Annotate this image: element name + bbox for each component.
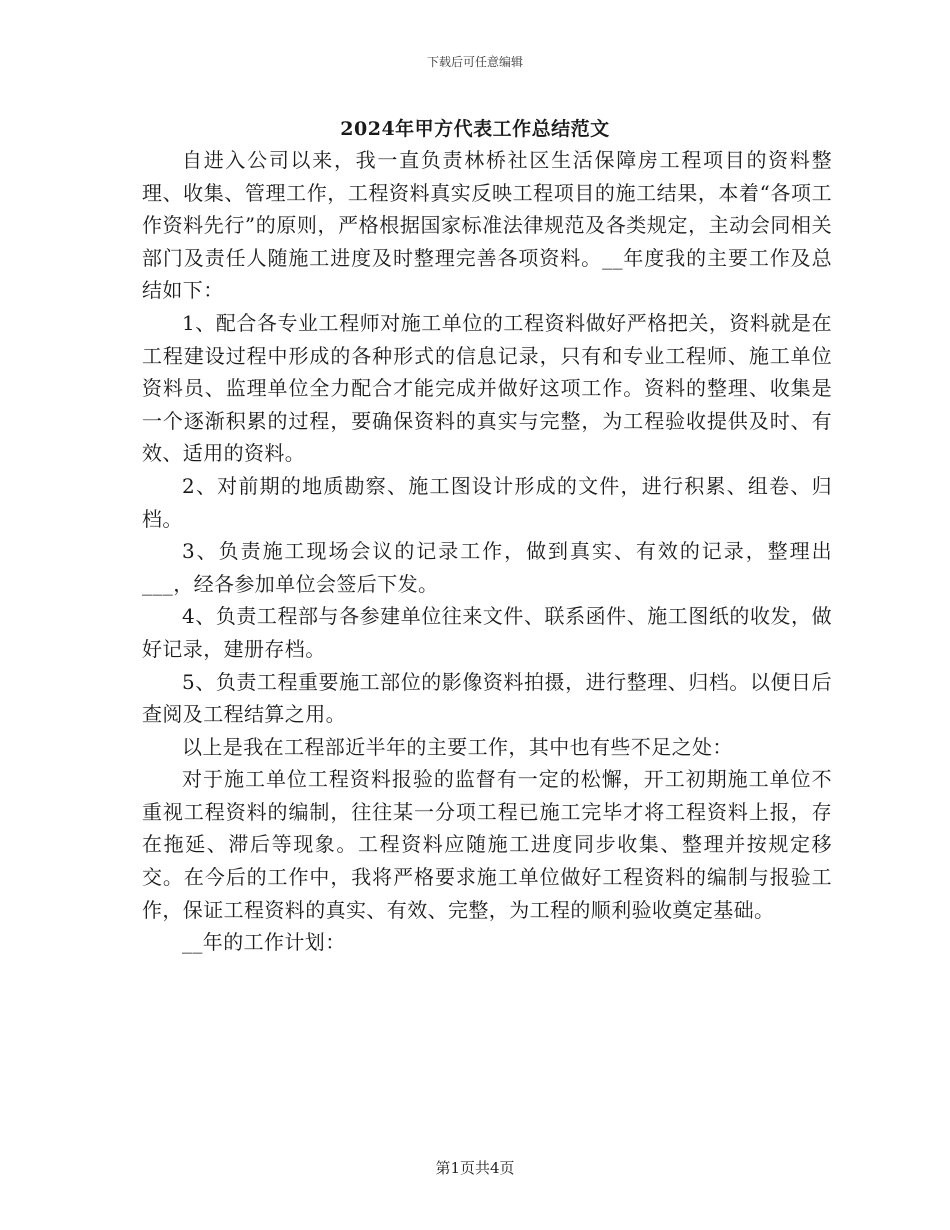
paragraph-work-plan: __年的工作计划： (182, 930, 346, 955)
paragraph-intro: 自进入公司以来，我一直负责林桥社区生活保障房工程项目的资料整理、收集、管理工作，工程资料真实反映工程项目的施工结果，本着“各项工作资料先行”的原则，严格根据国家标准法律规范及各类规定，主动会同相关部门及责任人随施工进度及时整理完善各项资料。__年度我的主要工作及总结如下： (142, 148, 832, 303)
paragraph-item-4: 4、负责工程部与各参建单位往来文件、联系函件、施工图纸的收发，做好记录，建册存档。 (142, 604, 832, 661)
document-body (142, 144, 832, 959)
paragraph-item-1: 1、配合各专业工程师对施工单位的工程资料做好严格把关，资料就是在工程建设过程中形成的各种形式的信息记录，只有和专业工程师、施工单位资料员、监理单位全力配合才能完成并做好这项工作。资料的整理、收集是一个逐渐积累的过程，要确保资料的真实与完整，为工程验收提供及时、有效、适用的资料。 (142, 310, 832, 466)
paragraph-shortcomings-detail: 对于施工单位工程资料报验的监督有一定的松懈，开工初期施工单位不重视工程资料的编制，往往某一分项工程已施工完毕才将工程资料上报，存在拖延、滞后等现象。工程资料应随施工进度同步收集、整理并按规定移交。在今后的工作中，我将严格要求施工单位做好工程资料的编制与报验工作，保证工程资料的真实、有效、完整，为工程的顺利验收奠定基础。 (142, 767, 832, 922)
header-note: 下载后可任意编辑 (426, 55, 523, 69)
paragraph-item-2: 2、对前期的地质勘察、施工图设计形成的文件，进行积累、组卷、归档。 (142, 473, 832, 531)
document-title: 2024年甲方代表工作总结范文 (340, 118, 610, 140)
paragraph-item-5: 5、负责工程重要施工部位的影像资料拍摄，进行整理、归档。以便日后查阅及工程结算之用。 (142, 669, 832, 727)
paragraph-shortcomings-intro: 以上是我在工程部近半年的主要工作，其中也有些不足之处： (182, 734, 733, 759)
paragraph-item-3: 3、负责施工现场会议的记录工作，做到真实、有效的记录，整理出___，经各参加单位会签后下发。 (142, 539, 832, 596)
page-number: 第1页共4页 (435, 1159, 515, 1177)
